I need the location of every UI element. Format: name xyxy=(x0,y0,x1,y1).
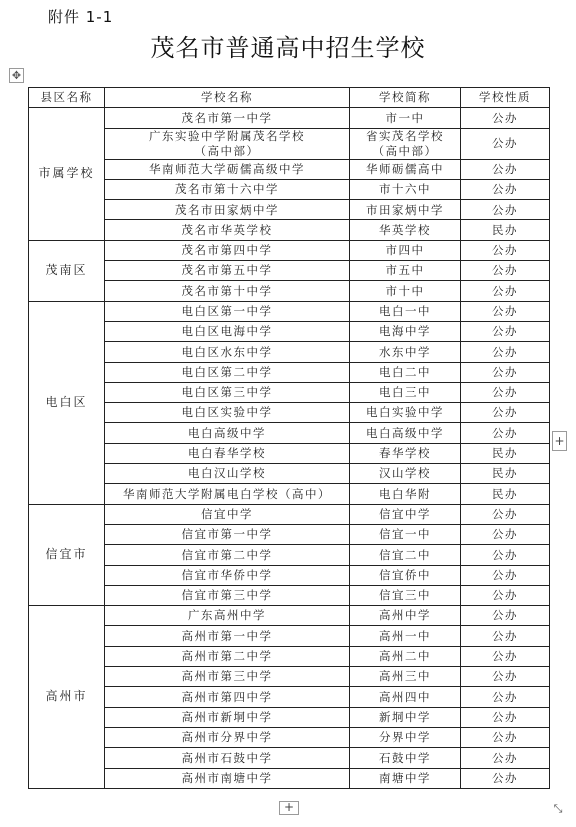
table-row xyxy=(29,524,550,544)
school-name-cell: 茂名市第十中学 xyxy=(105,281,350,301)
table-row xyxy=(29,321,550,341)
table-row xyxy=(29,382,550,402)
school-name-cell-line: 广东实验中学附属茂名学校 xyxy=(149,128,305,143)
table-row xyxy=(29,362,550,382)
table-row xyxy=(29,108,550,128)
table-row xyxy=(29,443,550,463)
school-type-cell: 公办 xyxy=(461,179,550,199)
school-short-cell: 电白高级中学 xyxy=(350,423,461,443)
school-name-cell: 华南师范大学砺儒高级中学 xyxy=(105,159,350,179)
school-name-cell: 电白高级中学 xyxy=(105,423,350,443)
school-short-cell: 电白华附 xyxy=(350,484,461,504)
school-name-cell: 信宜市第一中学 xyxy=(105,524,350,544)
table-row xyxy=(29,261,550,281)
school-short-cell: 市田家炳中学 xyxy=(350,200,461,220)
school-name-cell: 电白区第二中学 xyxy=(105,362,350,382)
school-short-cell: 石鼓中学 xyxy=(350,748,461,768)
school-short-cell: 高州二中 xyxy=(350,646,461,666)
school-type-cell: 公办 xyxy=(461,200,550,220)
school-short-cell: 水东中学 xyxy=(350,342,461,362)
table-row xyxy=(29,768,550,788)
table-row xyxy=(29,220,550,240)
school-type-cell: 公办 xyxy=(461,403,550,423)
school-type-cell: 公办 xyxy=(461,727,550,747)
header-school-name: 学校名称 xyxy=(105,88,350,108)
school-short-cell: 市十中 xyxy=(350,281,461,301)
school-short-cell: 信宜三中 xyxy=(350,585,461,605)
table-row xyxy=(29,667,550,687)
school-name-cell: 电白春华学校 xyxy=(105,443,350,463)
school-type-cell: 民办 xyxy=(461,443,550,463)
district-cell: 高州市 xyxy=(29,606,105,789)
header-school-short: 学校简称 xyxy=(350,88,461,108)
school-type-cell: 民办 xyxy=(461,484,550,504)
attachment-label: 附件 1-1 xyxy=(48,8,114,26)
school-type-cell: 公办 xyxy=(461,606,550,626)
plus-icon: + xyxy=(554,434,565,448)
school-name-cell: 茂名市第一中学 xyxy=(105,108,350,128)
schools-table xyxy=(28,87,550,789)
school-type-cell: 公办 xyxy=(461,423,550,443)
school-short-cell: 电海中学 xyxy=(350,321,461,341)
school-short-cell xyxy=(350,128,461,159)
school-name-cell: 茂名市田家炳中学 xyxy=(105,200,350,220)
school-name-cell xyxy=(105,128,350,159)
school-name-cell: 茂名市华英学校 xyxy=(105,220,350,240)
school-type-cell: 公办 xyxy=(461,382,550,402)
table-row xyxy=(29,301,550,321)
school-name-cell: 高州市第四中学 xyxy=(105,687,350,707)
school-short-cell: 分界中学 xyxy=(350,727,461,747)
table-row xyxy=(29,128,550,159)
table-row xyxy=(29,464,550,484)
school-name-cell-line: （高中部） xyxy=(194,143,260,158)
table-row xyxy=(29,646,550,666)
school-short-cell: 市五中 xyxy=(350,261,461,281)
school-name-cell: 电白区实验中学 xyxy=(105,403,350,423)
school-name-cell: 茂名市第十六中学 xyxy=(105,179,350,199)
table-row xyxy=(29,707,550,727)
school-type-cell: 公办 xyxy=(461,159,550,179)
school-name-cell: 高州市新垌中学 xyxy=(105,707,350,727)
school-name-cell: 信宜中学 xyxy=(105,504,350,524)
school-short-cell: 高州四中 xyxy=(350,687,461,707)
school-type-cell: 公办 xyxy=(461,667,550,687)
table-row xyxy=(29,504,550,524)
add-column-button[interactable] xyxy=(552,431,567,451)
table-row xyxy=(29,565,550,585)
district-cell: 电白区 xyxy=(29,301,105,504)
school-name-cell: 电白区电海中学 xyxy=(105,321,350,341)
school-short-cell: 南塘中学 xyxy=(350,768,461,788)
school-name-cell: 信宜市华侨中学 xyxy=(105,565,350,585)
school-type-cell: 公办 xyxy=(461,687,550,707)
school-type-cell: 公办 xyxy=(461,626,550,646)
table-row xyxy=(29,626,550,646)
school-type-cell: 公办 xyxy=(461,565,550,585)
school-short-cell: 汉山学校 xyxy=(350,464,461,484)
school-name-cell: 高州市第三中学 xyxy=(105,667,350,687)
table-row xyxy=(29,606,550,626)
school-type-cell: 公办 xyxy=(461,585,550,605)
school-short-cell: 信宜中学 xyxy=(350,504,461,524)
school-type-cell: 公办 xyxy=(461,261,550,281)
school-type-cell: 公办 xyxy=(461,545,550,565)
school-type-cell: 民办 xyxy=(461,464,550,484)
school-short-cell: 市一中 xyxy=(350,108,461,128)
table-row xyxy=(29,281,550,301)
school-type-cell: 公办 xyxy=(461,524,550,544)
school-name-cell: 高州市石鼓中学 xyxy=(105,748,350,768)
school-short-cell-line: 省实茂名学校 xyxy=(366,128,444,143)
table-row xyxy=(29,687,550,707)
school-name-cell: 广东高州中学 xyxy=(105,606,350,626)
school-name-cell: 电白汉山学校 xyxy=(105,464,350,484)
move-icon[interactable]: ✥ xyxy=(9,68,24,83)
school-type-cell: 公办 xyxy=(461,240,550,260)
school-name-cell: 电白区第三中学 xyxy=(105,382,350,402)
school-type-cell: 公办 xyxy=(461,281,550,301)
plus-icon: + xyxy=(283,800,295,814)
table-row xyxy=(29,484,550,504)
school-type-cell: 公办 xyxy=(461,128,550,159)
school-type-cell: 公办 xyxy=(461,301,550,321)
school-short-cell: 电白三中 xyxy=(350,382,461,402)
school-short-cell: 信宜二中 xyxy=(350,545,461,565)
school-name-cell: 华南师范大学附属电白学校（高中） xyxy=(105,484,350,504)
school-name-cell: 信宜市第三中学 xyxy=(105,585,350,605)
school-short-cell: 新垌中学 xyxy=(350,707,461,727)
add-row-button[interactable] xyxy=(279,801,299,815)
table-row xyxy=(29,585,550,605)
school-type-cell: 公办 xyxy=(461,504,550,524)
table-row xyxy=(29,727,550,747)
school-short-cell: 高州一中 xyxy=(350,626,461,646)
school-type-cell: 公办 xyxy=(461,707,550,727)
header-school-type: 学校性质 xyxy=(461,88,550,108)
school-short-cell: 信宜一中 xyxy=(350,524,461,544)
school-name-cell: 高州市第二中学 xyxy=(105,646,350,666)
school-name-cell: 信宜市第二中学 xyxy=(105,545,350,565)
school-name-cell: 茂名市第四中学 xyxy=(105,240,350,260)
table-row xyxy=(29,179,550,199)
school-short-cell: 电白一中 xyxy=(350,301,461,321)
school-short-cell: 高州三中 xyxy=(350,667,461,687)
school-short-cell: 春华学校 xyxy=(350,443,461,463)
school-short-cell: 华英学校 xyxy=(350,220,461,240)
school-name-cell: 高州市分界中学 xyxy=(105,727,350,747)
school-name-cell: 电白区第一中学 xyxy=(105,301,350,321)
school-type-cell: 公办 xyxy=(461,362,550,382)
table-row xyxy=(29,159,550,179)
school-type-cell: 公办 xyxy=(461,768,550,788)
school-name-cell: 茂名市第五中学 xyxy=(105,261,350,281)
table-header-row xyxy=(29,88,550,108)
school-type-cell: 民办 xyxy=(461,220,550,240)
school-name-cell: 电白区水东中学 xyxy=(105,342,350,362)
school-short-cell: 电白实验中学 xyxy=(350,403,461,423)
school-short-cell: 信宜侨中 xyxy=(350,565,461,585)
school-short-cell: 华师砺儒高中 xyxy=(350,159,461,179)
school-short-cell: 市十六中 xyxy=(350,179,461,199)
school-type-cell: 公办 xyxy=(461,342,550,362)
school-type-cell: 公办 xyxy=(461,321,550,341)
school-type-cell: 公办 xyxy=(461,108,550,128)
table-row xyxy=(29,240,550,260)
resize-icon[interactable]: ⤡ xyxy=(553,802,563,815)
table-row xyxy=(29,545,550,565)
school-name-cell: 高州市南塘中学 xyxy=(105,768,350,788)
school-type-cell: 公办 xyxy=(461,748,550,768)
district-cell: 信宜市 xyxy=(29,504,105,605)
school-short-cell-line: （高中部） xyxy=(372,143,438,158)
table-body xyxy=(29,108,550,789)
school-short-cell: 市四中 xyxy=(350,240,461,260)
school-short-cell: 电白二中 xyxy=(350,362,461,382)
district-cell: 市属学校 xyxy=(29,108,105,240)
table-row xyxy=(29,200,550,220)
school-type-cell: 公办 xyxy=(461,646,550,666)
header-district: 县区名称 xyxy=(29,88,105,108)
page-title: 茂名市普通高中招生学校 xyxy=(150,34,426,62)
district-cell: 茂南区 xyxy=(29,240,105,301)
school-short-cell: 高州中学 xyxy=(350,606,461,626)
table-row xyxy=(29,342,550,362)
table-row xyxy=(29,403,550,423)
table-row xyxy=(29,423,550,443)
school-name-cell: 高州市第一中学 xyxy=(105,626,350,646)
table-row xyxy=(29,748,550,768)
